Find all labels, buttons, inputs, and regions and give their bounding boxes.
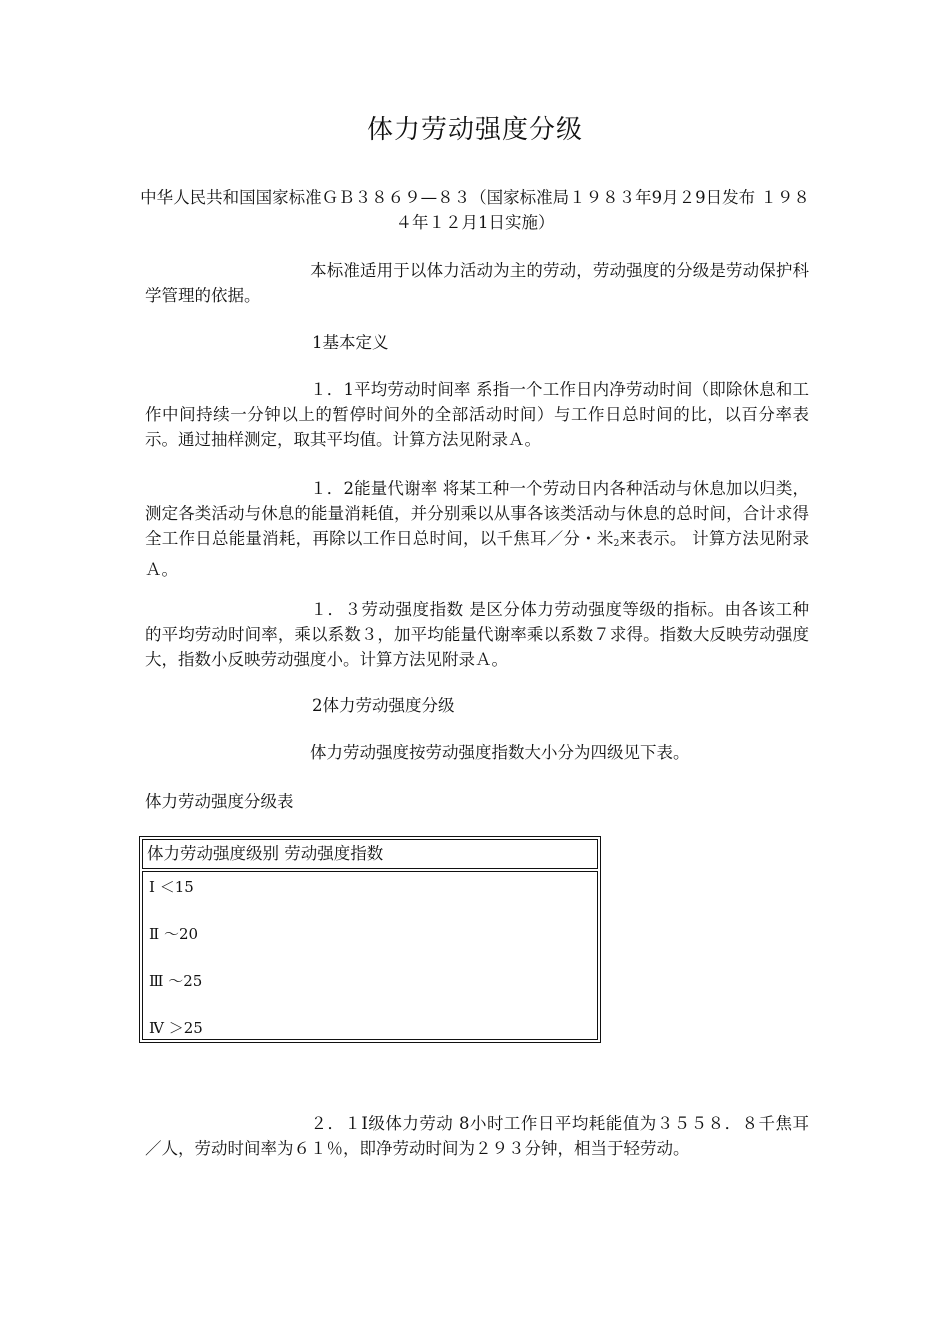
definition-1-2-text: １．2能量代谢率 将某工种一个劳动日内各种活动与休息加以归类，测定各类活动与休息的能量消耗值，并分别乘以从事各该类活动与休息的总时间，合计求得全工作日总能量消耗，再除以工作日总时间，以千焦耳／分・米: [145, 479, 809, 548]
standard-publication-info: 中华人民共和国国家标准ＧＢ３８６９—８３（国家标准局１９８３年9月２9日发布 １９８４年１２月1日实施）: [140, 188, 810, 232]
definition-1-3: [145, 597, 809, 672]
intro-text: 本标准适用于以体力活动为主的劳动，劳动强度的分级是劳动保护科学管理的依据。: [145, 261, 809, 305]
section-2-intro: [145, 740, 809, 765]
table-row-grade-3: Ⅲ ～25: [149, 972, 203, 990]
item-2-1-text: ２．１Ⅰ级体力劳动 8小时工作日平均耗能值为３５５８．８千焦耳／人，劳动时间率为６１％，即净劳动时间为２９３分钟，相当于轻劳动。: [145, 1114, 809, 1158]
section-2-intro-text: 体力劳动强度按劳动强度指数大小分为四级见下表。: [310, 743, 690, 762]
table-header: 体力劳动强度级别 劳动强度指数: [142, 839, 598, 869]
table-row-grade-4: Ⅳ ＞25: [149, 1019, 203, 1037]
intensity-grade-table: [139, 836, 601, 1043]
section-1-heading: 1基本定义: [312, 333, 389, 352]
table-caption: 体力劳动强度分级表: [145, 792, 294, 811]
definition-1-1-text: １．1平均劳动时间率 系指一个工作日内净劳动时间（即除休息和工作中间持续一分钟以上的暂停时间外的全部活动时间）与工作日总时间的比，以百分率表示。通过抽样测定，取其平均值。计算方法见附录Ａ。: [145, 380, 809, 449]
definition-1-2-text-end: 来表示。 计算方法见附录Ａ。: [145, 529, 810, 579]
document-title: 体力劳动强度分级: [366, 115, 583, 145]
table-row-grade-1: Ⅰ ＜15: [149, 878, 194, 896]
intro-paragraph: [145, 258, 809, 308]
definition-1-3-text: １．３劳动强度指数 是区分体力劳动强度等级的指标。由各该工种的平均劳动时间率，乘以系数３，加平均能量代谢率乘以系数７求得。指数大反映劳动强度大，指数小反映劳动强度小。计算方法见附录Ａ。: [145, 600, 809, 669]
unit-subscript: 2: [613, 539, 620, 549]
table-row-grade-2: Ⅱ ～20: [149, 925, 199, 943]
item-2-1: [145, 1111, 809, 1161]
section-2-heading: 2体力劳动强度分级: [312, 696, 455, 715]
definition-1-2: [145, 476, 809, 582]
definition-1-1: [145, 377, 809, 452]
table-body: [142, 871, 598, 1040]
